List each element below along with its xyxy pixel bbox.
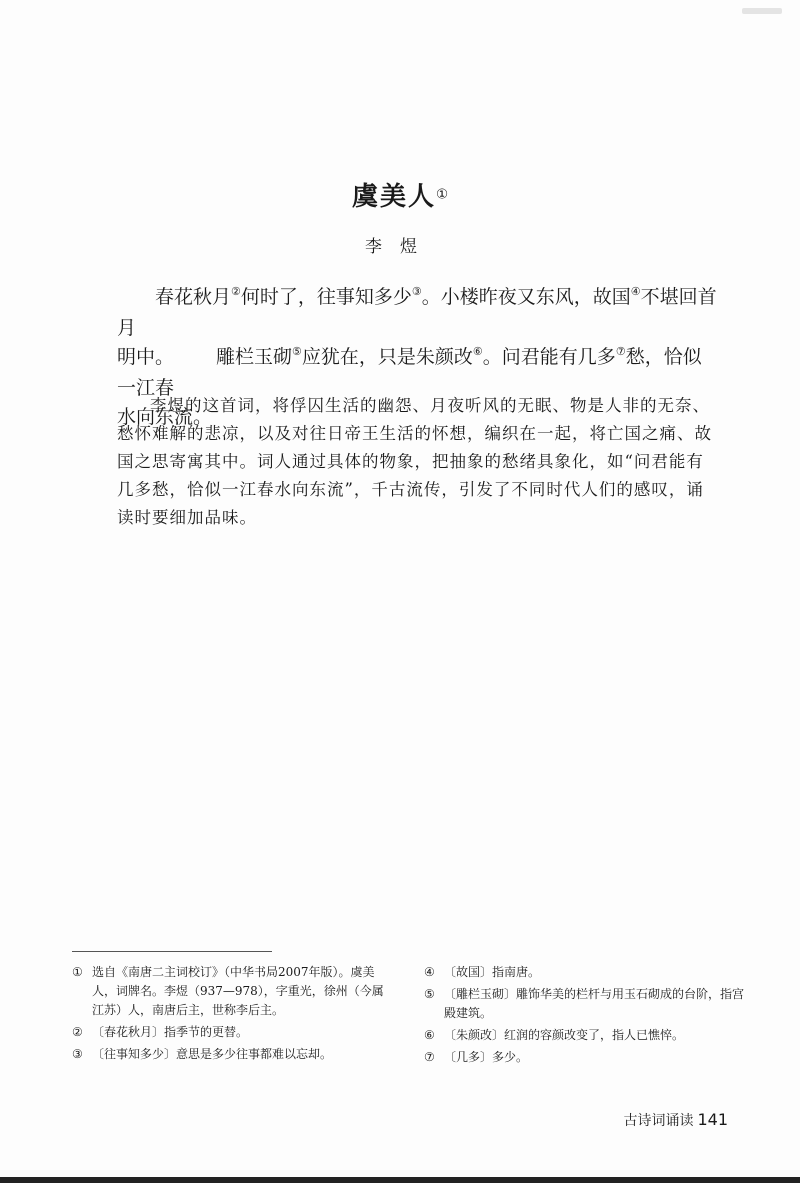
footnote-number: ④ xyxy=(424,965,435,979)
footnote-text: 〔春花秋月〕指季节的更替。 xyxy=(92,1025,249,1039)
text-span: 何时了，往事知多少 xyxy=(240,286,412,308)
footnote-marker: ③ xyxy=(411,285,422,298)
footnote-number: ⑤ xyxy=(424,987,435,1001)
footnote-marker: ⑦ xyxy=(615,345,626,358)
footnote-number: ③ xyxy=(72,1047,83,1061)
footnote-number: ② xyxy=(72,1025,83,1039)
poem-line xyxy=(117,283,717,343)
poem-author: 李煜 xyxy=(365,237,435,257)
footnote-text: 〔几多〕多少。 xyxy=(444,1050,529,1064)
section-name: 古诗词诵读 xyxy=(623,1113,694,1129)
footnotes-right xyxy=(424,963,754,1070)
footnote-number: ⑥ xyxy=(424,1028,435,1042)
footnote-marker: ⑥ xyxy=(472,345,483,358)
footnote-number: ⑦ xyxy=(424,1050,435,1064)
text-span: 水向东流。 xyxy=(117,406,213,428)
page-bottom-border xyxy=(0,1177,800,1183)
text-span: 不堪回首月 xyxy=(117,286,717,339)
footnotes-left xyxy=(72,963,384,1067)
footnote-marker: ② xyxy=(231,285,241,298)
page-footer xyxy=(623,1110,728,1130)
scan-mark xyxy=(742,8,782,14)
page-number: 141 xyxy=(697,1110,728,1129)
commentary-paragraph: 李煜的这首词，将俘囚生活的幽怨、月夜听风的无眠、物是人非的无奈、愁怀难解的悲凉，以及对往日帝王生活的怀想，编织在一起，将亡国之痛、故国之思寄寓其中。词人通过具体的物象，把抽象的愁绪具象化，如“问君能有几多愁，恰似一江春水向东流”，千古流传，引发了不同时代人们的感叹，诵读时要细加品味。 xyxy=(117,396,712,527)
footnote xyxy=(424,1048,754,1067)
text-span: 。小楼昨夜又东风，故国 xyxy=(421,286,631,308)
title-footnote-marker: ① xyxy=(436,187,448,203)
footnote xyxy=(424,1026,754,1045)
footnote xyxy=(72,1045,384,1064)
footnote xyxy=(424,985,754,1023)
footnote-marker: ⑤ xyxy=(292,345,302,358)
poem-title-block xyxy=(0,176,800,213)
footnote xyxy=(72,1023,384,1042)
footnote-divider xyxy=(72,951,272,952)
footnote xyxy=(424,963,754,982)
commentary xyxy=(117,392,717,532)
footnote xyxy=(72,963,384,1020)
footnote-marker: ④ xyxy=(630,285,641,298)
footnote-text: 〔往事知多少〕意思是多少往事都难以忘却。 xyxy=(92,1047,333,1061)
footnote-number: ① xyxy=(72,965,83,979)
text-span: 春花秋月 xyxy=(155,286,232,308)
footnote-text: 〔朱颜改〕红润的容颜改变了，指人已憔悴。 xyxy=(444,1028,685,1042)
text-span: 愁，恰似一江春 xyxy=(117,346,702,399)
footnote-text: 选自《南唐二主词校订》（中华书局2007年版）。虞美人，词牌名。李煜（937—978），字重光，徐州（今属江苏）人，南唐后主，世称李后主。 xyxy=(92,965,384,1017)
poem-title: 虞美人 xyxy=(352,182,437,212)
text-span: 雕栏玉砌 xyxy=(216,346,293,368)
text-span: 应犹在，只是朱颜改 xyxy=(301,346,473,368)
footnote-text: 〔雕栏玉砌〕雕饰华美的栏杆与用玉石砌成的台阶，指宫殿建筑。 xyxy=(444,987,745,1020)
text-span: 。问君能有几多 xyxy=(482,346,616,368)
footnote-text: 〔故国〕指南唐。 xyxy=(444,965,541,979)
text-span: 明中。 xyxy=(117,346,175,368)
